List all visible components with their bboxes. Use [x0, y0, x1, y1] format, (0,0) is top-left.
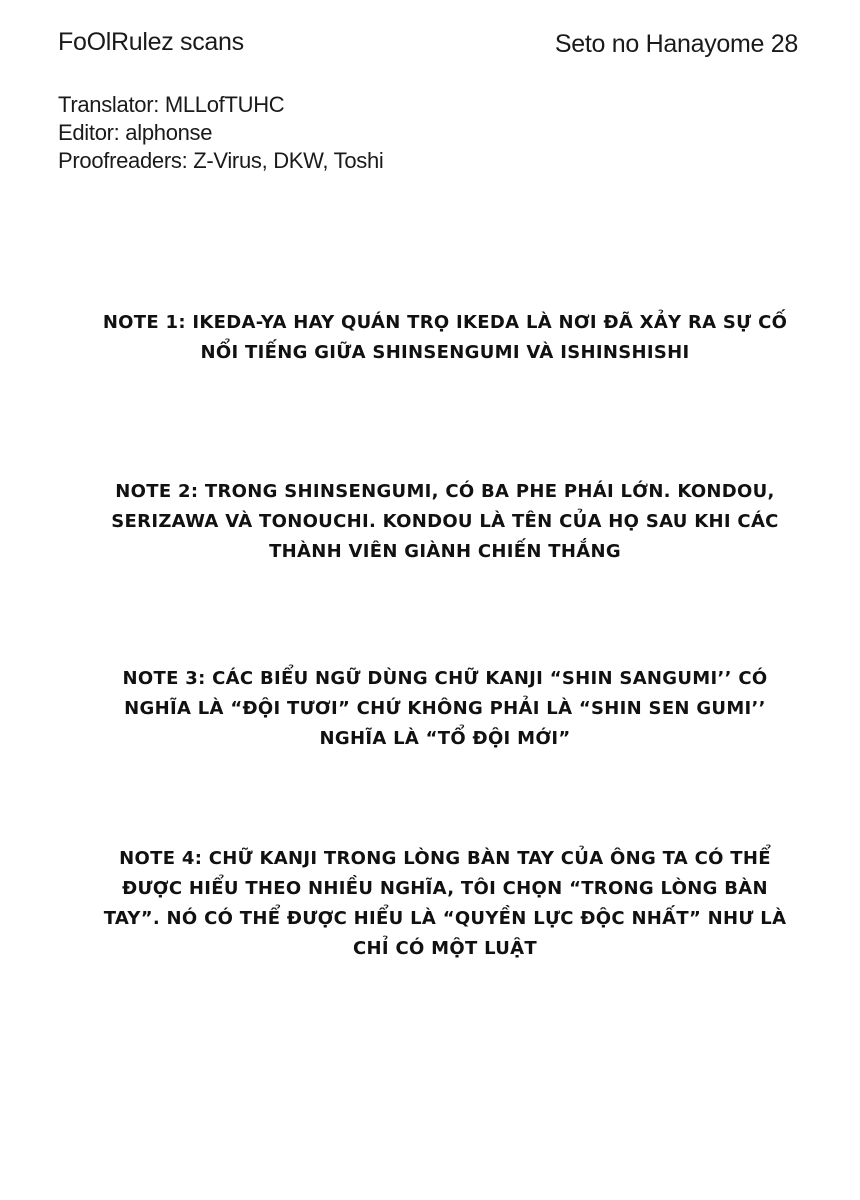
credits-block — [58, 91, 384, 175]
note-line: NOTE 2: TRONG SHINSENGUMI, CÓ BA PHE PHÁI LỚN. KONDOU, — [115, 481, 775, 502]
note-line: TAY”. NÓ CÓ THỂ ĐƯỢC HIỂU LÀ “QUYỀN LỰC ĐỘC NHẤT” NHƯ LÀ — [103, 908, 787, 929]
note-3 — [80, 664, 810, 754]
proofreaders-credit: Proofreaders: Z-Virus, DKW, Toshi — [58, 148, 384, 173]
note-line: ĐƯỢC HIỂU THEO NHIỀU NGHĨA, TÔI CHỌN “TRONG LÒNG BÀN — [122, 878, 768, 899]
note-2 — [80, 477, 810, 567]
note-line: NỔI TIẾNG GIỮA SHINSENGUMI VÀ ISHINSHISHI — [200, 342, 690, 363]
note-line: NGHĨA LÀ “TỔ ĐỘI MỚI” — [319, 728, 571, 749]
note-line: NOTE 3: CÁC BIỂU NGỮ DÙNG CHỮ KANJI “SHIN SANGUMI’’ CÓ — [122, 668, 768, 689]
translator-credit: Translator: MLLofTUHC — [58, 92, 285, 117]
note-line: THÀNH VIÊN GIÀNH CHIẾN THẮNG — [269, 541, 621, 562]
editor-credit: Editor: alphonse — [58, 120, 213, 145]
note-line: NOTE 4: CHỮ KANJI TRONG LÒNG BÀN TAY CỦA ÔNG TA CÓ THỂ — [119, 848, 771, 869]
scanlation-group-name: FoOlRulez scans — [58, 28, 244, 56]
note-line: NOTE 1: IKEDA-YA HAY QUÁN TRỌ IKEDA LÀ NƠI ĐÃ XẢY RA SỰ CỐ — [102, 312, 788, 333]
note-line: NGHĨA LÀ “ĐỘI TƯƠI” CHỨ KHÔNG PHẢI LÀ “SHIN SEN GUMI’’ — [124, 698, 766, 719]
note-1 — [80, 308, 810, 368]
note-line: CHỈ CÓ MỘT LUẬT — [353, 938, 537, 959]
note-line: SERIZAWA VÀ TONOUCHI. KONDOU LÀ TÊN CỦA HỌ SAU KHI CÁC — [111, 511, 779, 532]
series-chapter-title: Seto no Hanayome 28 — [554, 30, 798, 58]
note-4 — [80, 844, 810, 964]
